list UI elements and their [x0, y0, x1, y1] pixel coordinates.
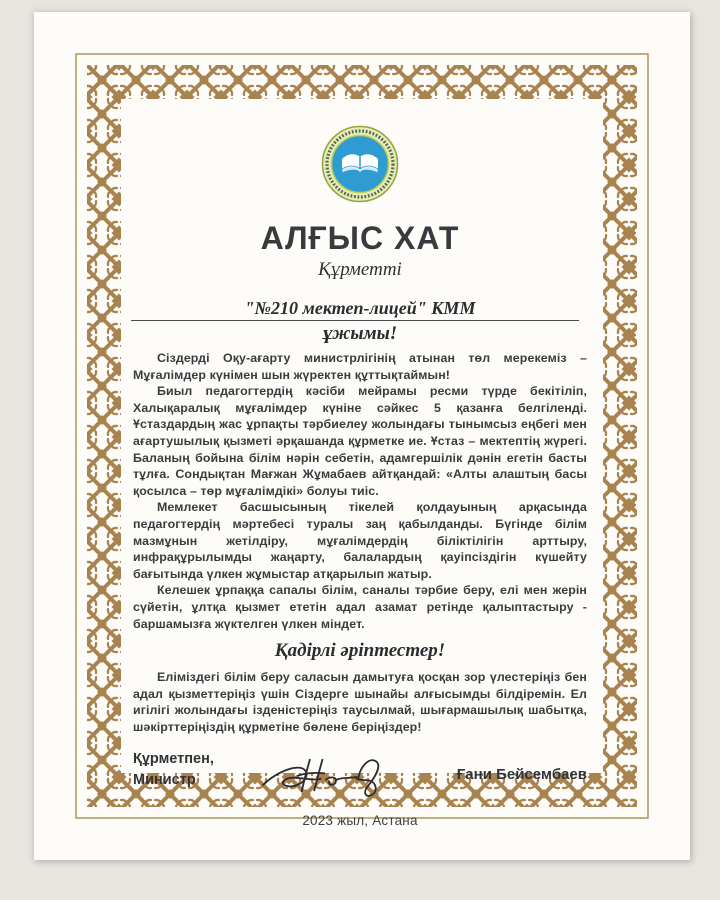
date-place: 2023 жыл, Астана: [302, 813, 418, 829]
ornament-strip-right: [603, 65, 637, 807]
ornament-strip-left: [87, 65, 121, 807]
minister-signature: [245, 749, 425, 803]
recipient-name: "№210 мектеп-лицей" КММ: [244, 298, 476, 318]
recipient-suffix: ұжымы!: [322, 323, 398, 344]
closing-heading: Қадірлі әріптестер!: [274, 640, 446, 662]
letter-body: [133, 350, 587, 735]
paragraph-5: Еліміздегі білім беру саласын дамытуға қосқан зор үлестеріңіз бен адал қызметтеріңіз үшін Сіздерге шынайы алғысымды білдіремін. Ел игілігі жолындағы ізденістеріңіз таусылмай, шығармашылық шабытқа, шәкірттеріңіздің құрметіне бөлене беріңіздер!: [133, 670, 587, 734]
salutation: Құрметті: [318, 259, 402, 280]
signer-name: Ғани Бейсембаев: [456, 766, 587, 784]
paragraph-1: Сіздерді Оқу-ағарту министрлігінің атынан төл мерекеміз – Мұғалімдер күнімен шын жүректен құттықтаймын!: [133, 351, 587, 382]
closing-position-line: Министр: [133, 772, 196, 789]
signature-block: [133, 749, 587, 801]
paragraph-3: Мемлекет басшысының тікелей қолдауының арқасында педагогтердің мәртебесі туралы заң қабылданды. Бүгінде білім мазмұнын жетілдіру, мұғалімдердің біліктілігін арттыру, инфрақұрылымды жаңарту, балалардың қауіпсіздігін күшейту бағытында үлкен жұмыстар атқарылып жатыр.: [133, 500, 587, 581]
recipient-underline: [131, 320, 579, 321]
letter-content: [133, 118, 587, 828]
closing-respect: [133, 749, 214, 791]
paragraph-4: Келешек ұрпаққа сапалы білім, саналы тәрбие беру, елі мен жерін сүйетін, ұлтқа қызмет ететін адал азамат ретінде қалыптастыру - баршамызға жүктелген үлкен міндет.: [133, 583, 587, 631]
paragraph-2: Биыл педагогтердің кәсіби мейрамы ресми түрде бекітіліп, Халықаралық мұғалімдер күніне сәйкес 5 қазанға белгіленді. Ұстаздардың жас ұрпақты тәрбиелеу жолындағы тынымсыз еңбегі мен ағартушылық қызметі әрқашанда құрметке ие. Ұстаз – мектептің жүрегі. Баланың бойына білім нәрін себетін, адамгершілік дәнін егетін басты тұлға. Сондықтан Мағжан Жұмабаев айтқандай: «Алты алаштың басы қосылса – төр мұғалімдікі» болуы тиіс.: [133, 384, 587, 498]
ornament-strip-top: [87, 65, 637, 99]
certificate-page: [34, 12, 690, 860]
closing-respect-line: Құрметпен,: [133, 751, 214, 768]
ministry-logo: [321, 125, 399, 203]
open-book-icon: [342, 154, 378, 173]
certificate-title: АЛҒЫС ХАТ: [260, 220, 460, 256]
